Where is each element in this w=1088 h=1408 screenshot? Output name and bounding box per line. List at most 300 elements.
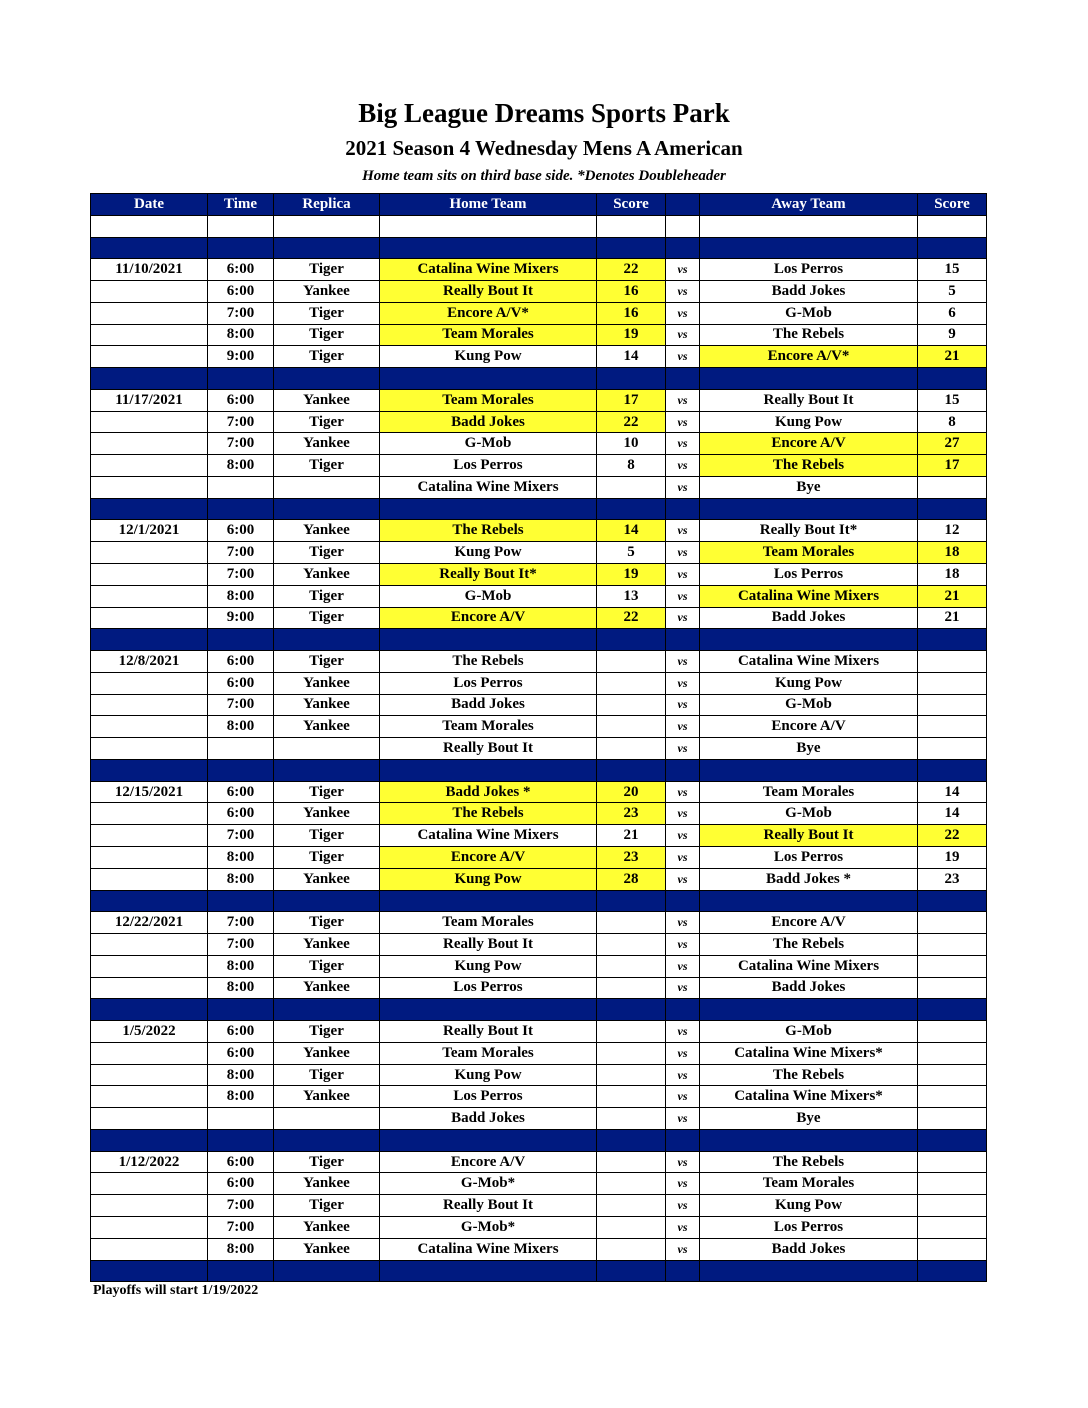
table-row [91, 651, 987, 673]
table-row [91, 324, 987, 346]
playoffs-note: Playoffs will start 1/19/2022 [93, 1283, 259, 1298]
separator-cell [918, 237, 987, 259]
schedule-table [90, 193, 987, 1282]
vs-cell: vs [666, 542, 700, 564]
table-row [91, 694, 987, 716]
home-team-cell: Kung Pow [380, 1064, 597, 1086]
home-team-cell: Badd Jokes [380, 1108, 597, 1130]
home-score-cell [597, 912, 666, 934]
separator-cell [91, 890, 208, 912]
time-cell: 6:00 [208, 781, 274, 803]
date-cell: 12/15/2021 [91, 781, 208, 803]
separator-cell [666, 1129, 700, 1151]
separator-cell [597, 237, 666, 259]
separator-cell [380, 759, 597, 781]
col-header-replica: Replica [274, 194, 380, 216]
date-cell [91, 738, 208, 760]
separator-cell [597, 890, 666, 912]
home-team-cell: Badd Jokes [380, 411, 597, 433]
blank-cell [918, 215, 987, 237]
home-score-cell: 22 [597, 411, 666, 433]
table-row [91, 564, 987, 586]
separator-cell [208, 629, 274, 651]
separator-cell [91, 1129, 208, 1151]
date-cell [91, 846, 208, 868]
time-cell [208, 738, 274, 760]
replica-cell: Yankee [274, 1173, 380, 1195]
date-cell: 11/10/2021 [91, 259, 208, 281]
home-score-cell: 14 [597, 520, 666, 542]
separator-cell [666, 1260, 700, 1282]
vs-cell: vs [666, 302, 700, 324]
date-cell [91, 1108, 208, 1130]
blank-cell [208, 215, 274, 237]
home-team-cell: Kung Pow [380, 868, 597, 890]
replica-cell: Tiger [274, 324, 380, 346]
vs-cell: vs [666, 781, 700, 803]
vs-cell: vs [666, 564, 700, 586]
away-team-cell: Kung Pow [700, 411, 918, 433]
away-score-cell: 27 [918, 433, 987, 455]
time-cell [208, 1108, 274, 1130]
replica-cell: Yankee [274, 1238, 380, 1260]
separator-cell [274, 498, 380, 520]
date-cell [91, 825, 208, 847]
date-cell [91, 803, 208, 825]
schedule-body [91, 215, 987, 1282]
table-row [91, 1173, 987, 1195]
replica-cell: Yankee [274, 433, 380, 455]
time-cell: 9:00 [208, 607, 274, 629]
week-separator-row [91, 629, 987, 651]
table-row [91, 585, 987, 607]
away-score-cell [918, 1195, 987, 1217]
table-row [91, 846, 987, 868]
replica-cell: Tiger [274, 607, 380, 629]
table-row [91, 607, 987, 629]
away-team-cell: Badd Jokes [700, 281, 918, 303]
separator-cell [700, 368, 918, 390]
away-score-cell: 9 [918, 324, 987, 346]
away-team-cell: Los Perros [700, 564, 918, 586]
week-separator-row [91, 1260, 987, 1282]
away-score-cell: 23 [918, 868, 987, 890]
home-score-cell: 22 [597, 607, 666, 629]
away-team-cell: Catalina Wine Mixers [700, 651, 918, 673]
week-separator-row [91, 368, 987, 390]
table-row [91, 455, 987, 477]
away-score-cell: 6 [918, 302, 987, 324]
away-score-cell: 19 [918, 846, 987, 868]
separator-cell [274, 629, 380, 651]
home-team-cell: Really Bout It [380, 281, 597, 303]
home-team-cell: Really Bout It [380, 1021, 597, 1043]
vs-cell: vs [666, 1195, 700, 1217]
date-cell [91, 455, 208, 477]
separator-cell [918, 629, 987, 651]
replica-cell: Yankee [274, 977, 380, 999]
away-score-cell [918, 672, 987, 694]
date-cell [91, 955, 208, 977]
home-score-cell: 21 [597, 825, 666, 847]
table-row [91, 868, 987, 890]
separator-cell [700, 1129, 918, 1151]
time-cell: 8:00 [208, 455, 274, 477]
away-score-cell: 14 [918, 781, 987, 803]
col-header-date: Date [91, 194, 208, 216]
away-team-cell: Team Morales [700, 1173, 918, 1195]
away-score-cell [918, 912, 987, 934]
table-row [91, 1021, 987, 1043]
vs-cell: vs [666, 585, 700, 607]
separator-cell [918, 759, 987, 781]
table-row [91, 1238, 987, 1260]
page-title: Big League Dreams Sports Park [358, 98, 730, 128]
home-score-cell: 19 [597, 324, 666, 346]
replica-cell: Yankee [274, 281, 380, 303]
time-cell: 8:00 [208, 1086, 274, 1108]
vs-cell: vs [666, 607, 700, 629]
date-cell [91, 1238, 208, 1260]
date-cell [91, 324, 208, 346]
home-score-cell: 8 [597, 455, 666, 477]
away-team-cell: Encore A/V [700, 912, 918, 934]
home-score-cell [597, 672, 666, 694]
separator-cell [208, 1260, 274, 1282]
time-cell: 6:00 [208, 651, 274, 673]
separator-cell [666, 629, 700, 651]
table-row [91, 411, 987, 433]
away-team-cell: Badd Jokes * [700, 868, 918, 890]
time-cell: 7:00 [208, 433, 274, 455]
date-cell [91, 564, 208, 586]
vs-cell: vs [666, 803, 700, 825]
home-team-cell: The Rebels [380, 651, 597, 673]
replica-cell: Tiger [274, 781, 380, 803]
blank-cell [700, 215, 918, 237]
table-row [91, 803, 987, 825]
vs-cell: vs [666, 1064, 700, 1086]
away-score-cell [918, 476, 987, 498]
time-cell: 8:00 [208, 585, 274, 607]
blank-cell [597, 215, 666, 237]
away-team-cell: Bye [700, 476, 918, 498]
separator-cell [597, 999, 666, 1021]
vs-cell: vs [666, 259, 700, 281]
separator-cell [274, 1260, 380, 1282]
col-header-vs [666, 194, 700, 216]
time-cell: 8:00 [208, 1064, 274, 1086]
table-row [91, 955, 987, 977]
vs-cell: vs [666, 389, 700, 411]
separator-cell [274, 999, 380, 1021]
separator-cell [380, 237, 597, 259]
replica-cell: Yankee [274, 672, 380, 694]
home-score-cell [597, 1195, 666, 1217]
separator-cell [700, 629, 918, 651]
week-separator-row [91, 498, 987, 520]
away-score-cell: 12 [918, 520, 987, 542]
away-score-cell [918, 1021, 987, 1043]
separator-cell [918, 890, 987, 912]
home-team-cell: Team Morales [380, 716, 597, 738]
home-team-cell: Encore A/V [380, 607, 597, 629]
vs-cell: vs [666, 846, 700, 868]
separator-cell [918, 368, 987, 390]
col-header-time: Time [208, 194, 274, 216]
home-score-cell: 13 [597, 585, 666, 607]
time-cell: 7:00 [208, 542, 274, 564]
separator-cell [380, 999, 597, 1021]
home-score-cell [597, 738, 666, 760]
replica-cell: Tiger [274, 1151, 380, 1173]
replica-cell: Yankee [274, 716, 380, 738]
away-score-cell [918, 1042, 987, 1064]
table-row [91, 389, 987, 411]
replica-cell: Yankee [274, 1216, 380, 1238]
replica-cell: Tiger [274, 259, 380, 281]
home-team-cell: G-Mob [380, 585, 597, 607]
time-cell: 6:00 [208, 1042, 274, 1064]
away-score-cell: 8 [918, 411, 987, 433]
vs-cell: vs [666, 738, 700, 760]
home-team-cell: Kung Pow [380, 542, 597, 564]
home-score-cell: 16 [597, 302, 666, 324]
separator-cell [208, 498, 274, 520]
away-team-cell: G-Mob [700, 1021, 918, 1043]
home-score-cell: 10 [597, 433, 666, 455]
date-cell [91, 607, 208, 629]
time-cell: 8:00 [208, 324, 274, 346]
table-row [91, 1064, 987, 1086]
separator-cell [700, 999, 918, 1021]
away-score-cell [918, 934, 987, 956]
vs-cell: vs [666, 825, 700, 847]
separator-cell [208, 237, 274, 259]
vs-cell: vs [666, 1151, 700, 1173]
table-row [91, 476, 987, 498]
time-cell: 7:00 [208, 825, 274, 847]
table-row [91, 1042, 987, 1064]
away-team-cell: Catalina Wine Mixers* [700, 1042, 918, 1064]
away-score-cell [918, 738, 987, 760]
replica-cell: Tiger [274, 1021, 380, 1043]
table-row [91, 1086, 987, 1108]
time-cell: 6:00 [208, 520, 274, 542]
separator-cell [274, 759, 380, 781]
time-cell: 6:00 [208, 672, 274, 694]
time-cell: 6:00 [208, 1151, 274, 1173]
vs-cell: vs [666, 324, 700, 346]
vs-cell: vs [666, 716, 700, 738]
table-row [91, 281, 987, 303]
home-team-cell: Encore A/V* [380, 302, 597, 324]
replica-cell [274, 476, 380, 498]
time-cell: 7:00 [208, 302, 274, 324]
date-cell [91, 1064, 208, 1086]
away-team-cell: Really Bout It [700, 389, 918, 411]
replica-cell: Yankee [274, 694, 380, 716]
away-team-cell: G-Mob [700, 694, 918, 716]
vs-cell: vs [666, 868, 700, 890]
away-score-cell [918, 716, 987, 738]
table-row [91, 738, 987, 760]
separator-cell [91, 629, 208, 651]
away-team-cell: Bye [700, 1108, 918, 1130]
table-row [91, 1216, 987, 1238]
replica-cell: Yankee [274, 868, 380, 890]
separator-cell [380, 890, 597, 912]
separator-cell [597, 498, 666, 520]
date-cell [91, 977, 208, 999]
replica-cell: Yankee [274, 520, 380, 542]
date-cell: 12/1/2021 [91, 520, 208, 542]
home-score-cell: 14 [597, 346, 666, 368]
date-cell [91, 476, 208, 498]
home-team-cell: The Rebels [380, 803, 597, 825]
away-score-cell: 21 [918, 346, 987, 368]
time-cell: 6:00 [208, 389, 274, 411]
away-score-cell [918, 1238, 987, 1260]
date-cell [91, 542, 208, 564]
replica-cell: Tiger [274, 825, 380, 847]
away-team-cell: Really Bout It* [700, 520, 918, 542]
date-cell [91, 1042, 208, 1064]
replica-cell: Tiger [274, 651, 380, 673]
away-team-cell: Team Morales [700, 542, 918, 564]
home-team-cell: The Rebels [380, 520, 597, 542]
home-team-cell: Catalina Wine Mixers [380, 1238, 597, 1260]
separator-cell [597, 759, 666, 781]
separator-cell [208, 1129, 274, 1151]
home-team-cell: Badd Jokes * [380, 781, 597, 803]
table-row [91, 302, 987, 324]
vs-cell: vs [666, 955, 700, 977]
week-separator-row [91, 890, 987, 912]
vs-cell: vs [666, 651, 700, 673]
col-header-home-score: Score [597, 194, 666, 216]
vs-cell: vs [666, 1021, 700, 1043]
away-score-cell: 15 [918, 259, 987, 281]
away-score-cell [918, 1064, 987, 1086]
week-separator-row [91, 759, 987, 781]
separator-cell [700, 237, 918, 259]
replica-cell: Yankee [274, 564, 380, 586]
separator-cell [918, 1260, 987, 1282]
week-separator-row [91, 999, 987, 1021]
separator-cell [208, 759, 274, 781]
blank-cell [274, 215, 380, 237]
vs-cell: vs [666, 1086, 700, 1108]
away-score-cell: 21 [918, 585, 987, 607]
header-row [91, 194, 987, 216]
separator-cell [666, 368, 700, 390]
separator-cell [91, 498, 208, 520]
schedule-note: Home team sits on third base side. *Denotes Doubleheader [362, 168, 726, 184]
blank-cell [666, 215, 700, 237]
away-score-cell: 14 [918, 803, 987, 825]
replica-cell: Tiger [274, 346, 380, 368]
time-cell: 8:00 [208, 1238, 274, 1260]
date-cell [91, 934, 208, 956]
vs-cell: vs [666, 672, 700, 694]
home-score-cell: 28 [597, 868, 666, 890]
time-cell: 8:00 [208, 868, 274, 890]
home-team-cell: Los Perros [380, 1086, 597, 1108]
col-header-home-team: Home Team [380, 194, 597, 216]
separator-cell [274, 1129, 380, 1151]
home-score-cell [597, 977, 666, 999]
away-score-cell [918, 651, 987, 673]
separator-cell [91, 999, 208, 1021]
away-score-cell [918, 977, 987, 999]
date-cell [91, 281, 208, 303]
home-score-cell: 16 [597, 281, 666, 303]
replica-cell: Tiger [274, 585, 380, 607]
table-row [91, 977, 987, 999]
date-cell [91, 716, 208, 738]
away-team-cell: Kung Pow [700, 1195, 918, 1217]
replica-cell: Yankee [274, 1086, 380, 1108]
table-row [91, 716, 987, 738]
home-team-cell: G-Mob* [380, 1216, 597, 1238]
separator-cell [380, 1129, 597, 1151]
home-score-cell [597, 1238, 666, 1260]
table-row [91, 1195, 987, 1217]
replica-cell: Yankee [274, 934, 380, 956]
time-cell: 9:00 [208, 346, 274, 368]
replica-cell [274, 1108, 380, 1130]
away-score-cell [918, 1108, 987, 1130]
time-cell: 7:00 [208, 564, 274, 586]
time-cell: 6:00 [208, 259, 274, 281]
away-team-cell: The Rebels [700, 324, 918, 346]
vs-cell: vs [666, 694, 700, 716]
separator-cell [666, 498, 700, 520]
vs-cell: vs [666, 433, 700, 455]
home-score-cell: 23 [597, 803, 666, 825]
time-cell: 8:00 [208, 955, 274, 977]
home-team-cell: Really Bout It [380, 738, 597, 760]
away-team-cell: Badd Jokes [700, 1238, 918, 1260]
replica-cell: Tiger [274, 846, 380, 868]
away-team-cell: Los Perros [700, 846, 918, 868]
replica-cell: Yankee [274, 389, 380, 411]
vs-cell: vs [666, 281, 700, 303]
separator-cell [208, 999, 274, 1021]
away-team-cell: Badd Jokes [700, 977, 918, 999]
home-score-cell: 5 [597, 542, 666, 564]
away-score-cell [918, 1173, 987, 1195]
replica-cell: Yankee [274, 803, 380, 825]
table-row [91, 825, 987, 847]
away-score-cell: 18 [918, 564, 987, 586]
away-score-cell: 22 [918, 825, 987, 847]
time-cell [208, 476, 274, 498]
date-cell [91, 302, 208, 324]
date-cell [91, 672, 208, 694]
away-team-cell: Badd Jokes [700, 607, 918, 629]
date-cell [91, 694, 208, 716]
home-team-cell: Badd Jokes [380, 694, 597, 716]
vs-cell: vs [666, 455, 700, 477]
time-cell: 7:00 [208, 411, 274, 433]
separator-cell [666, 890, 700, 912]
separator-cell [597, 629, 666, 651]
separator-cell [918, 999, 987, 1021]
away-score-cell [918, 694, 987, 716]
table-row [91, 1108, 987, 1130]
